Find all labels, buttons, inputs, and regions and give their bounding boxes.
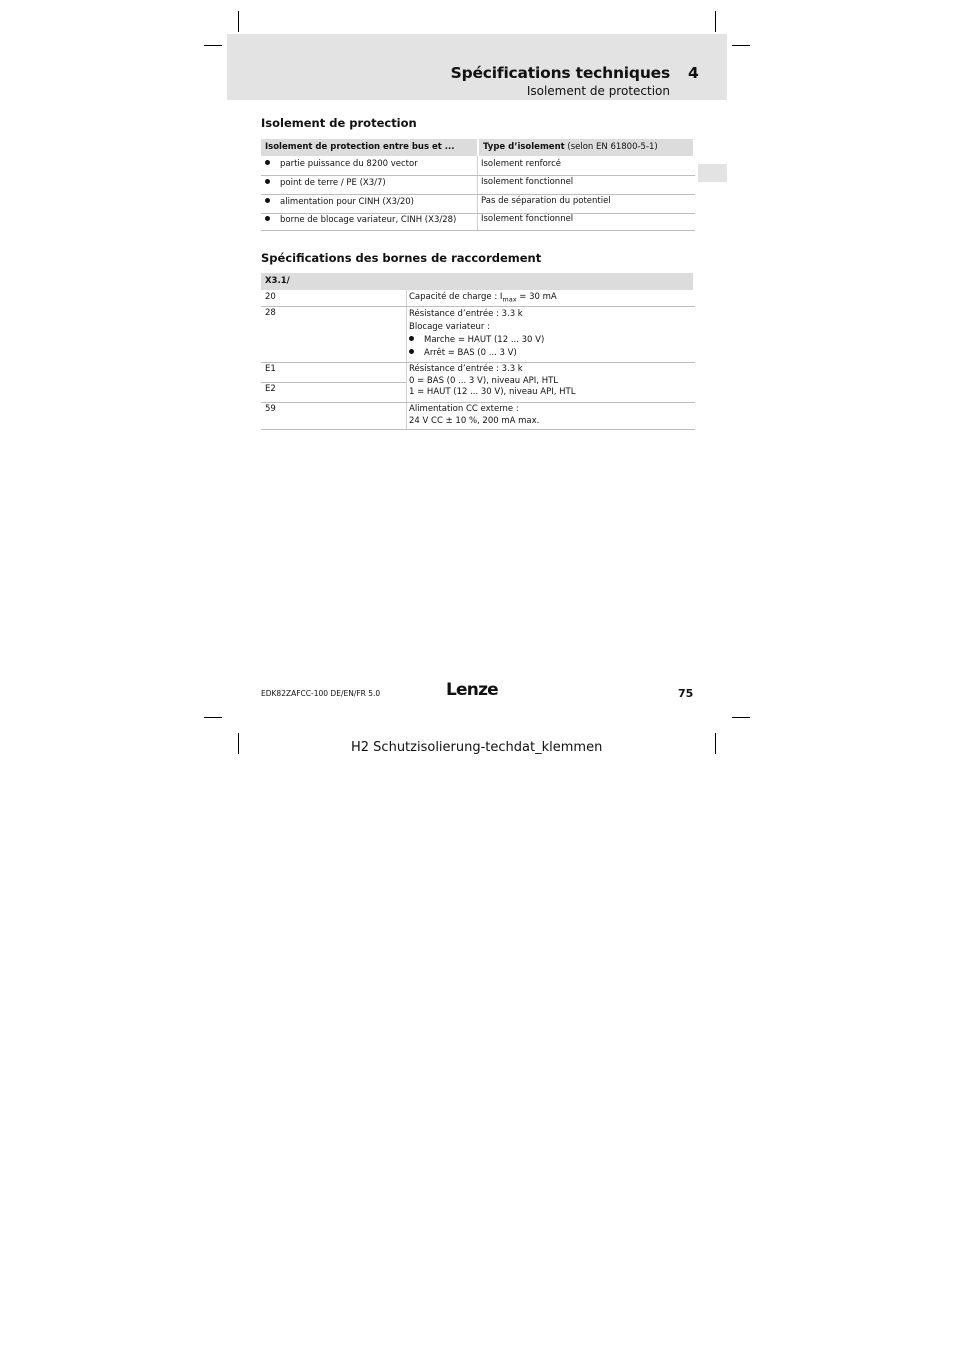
row-type: Isolement renforcé xyxy=(481,159,561,169)
terminal-label: 20 xyxy=(265,292,276,302)
crop-mark xyxy=(238,11,239,32)
crop-mark xyxy=(238,733,239,754)
desc-subscript: max xyxy=(502,295,517,304)
row-divider xyxy=(261,194,695,195)
bullet-icon xyxy=(409,336,414,341)
row-divider xyxy=(261,213,695,214)
page-caption: H2 Schutzisolierung-techdat_klemmen xyxy=(351,740,603,755)
terminal-description xyxy=(409,292,557,306)
table-row xyxy=(481,177,573,189)
crop-mark xyxy=(715,11,716,32)
desc-line: 24 V CC ± 10 %, 200 mA max. xyxy=(409,415,540,426)
crop-mark xyxy=(732,45,750,46)
table-row xyxy=(481,159,561,171)
terminal-table xyxy=(261,273,695,433)
desc-line: Blocage variateur : xyxy=(409,322,490,332)
table-header-cell xyxy=(479,139,693,156)
isolation-table xyxy=(261,139,695,233)
row-divider xyxy=(261,429,695,430)
column-divider xyxy=(406,290,407,430)
bullet-icon xyxy=(409,349,414,354)
desc-line: 0 = BAS (0 ... 3 V), niveau API, HTL xyxy=(409,375,559,386)
page-number: 75 xyxy=(678,687,694,700)
row-item: point de terre / PE (X3/7) xyxy=(280,178,386,188)
section-heading-isolement: Isolement de protection xyxy=(261,116,417,130)
row-divider xyxy=(261,362,695,363)
row-type: Isolement fonctionnel xyxy=(481,177,574,187)
terminal-number xyxy=(265,384,276,396)
desc-line: Arrêt = BAS (0 ... 3 V) xyxy=(424,348,517,358)
terminal-description xyxy=(409,364,575,399)
bullet-icon xyxy=(265,198,270,203)
section-heading-bornes: Spécifications des bornes de raccordement xyxy=(261,251,542,265)
terminal-label: E2 xyxy=(265,384,276,394)
table-row xyxy=(261,197,477,209)
page-subtitle: Isolement de protection xyxy=(526,84,670,98)
terminal-description xyxy=(409,308,544,360)
desc-line: Résistance d’entrée : 3.3 k xyxy=(409,364,523,374)
desc-text: Capacité de charge : I xyxy=(409,292,503,302)
table-header-cell xyxy=(261,273,693,290)
desc-line: Alimentation CC externe : xyxy=(409,404,519,414)
crop-mark xyxy=(732,717,750,718)
bullet-icon xyxy=(265,160,270,165)
terminal-number xyxy=(265,404,276,416)
col2-header-rest: (selon EN 61800-5-1) xyxy=(564,142,658,152)
desc-bullet-line xyxy=(409,347,544,360)
row-divider xyxy=(261,175,695,176)
page-title: Spécifications techniques xyxy=(450,64,670,82)
desc-line: Marche = HAUT (12 ... 30 V) xyxy=(424,335,545,345)
col1-header: Isolement de protection entre bus et ... xyxy=(265,142,455,152)
terminal-label: 59 xyxy=(265,404,276,414)
row-divider xyxy=(261,306,695,307)
lenze-logo: Lenze xyxy=(446,680,498,700)
table-row xyxy=(261,178,477,190)
row-item: alimentation pour CINH (X3/20) xyxy=(280,197,414,207)
desc-line: 1 = HAUT (12 ... 30 V), niveau API, HTL xyxy=(409,387,576,397)
row-type: Pas de séparation du potentiel xyxy=(481,196,611,206)
table-row xyxy=(481,214,573,226)
table-row xyxy=(481,196,611,208)
terminal-table-header: X3.1/ xyxy=(265,276,290,286)
row-item: borne de blocage variateur, CINH (X3/28) xyxy=(280,215,457,225)
document-code: EDK82ZAFCC-100 DE/EN/FR 5.0 xyxy=(261,689,381,698)
row-divider xyxy=(261,230,695,231)
desc-bullet-line xyxy=(409,334,544,347)
col2-header-bold: Type d’isolement xyxy=(483,142,565,152)
chapter-tab xyxy=(698,164,727,182)
crop-mark xyxy=(204,717,222,718)
terminal-label: E1 xyxy=(265,364,276,374)
terminal-description xyxy=(409,404,539,427)
row-divider xyxy=(261,382,406,383)
row-item: partie puissance du 8200 vector xyxy=(280,159,418,169)
crop-mark xyxy=(715,733,716,754)
crop-mark xyxy=(204,45,222,46)
desc-text: = 30 mA xyxy=(516,292,557,302)
table-row xyxy=(261,159,477,171)
bullet-icon xyxy=(265,179,270,184)
desc-line: Résistance d’entrée : 3.3 k xyxy=(409,309,523,319)
terminal-number xyxy=(265,364,276,376)
row-type: Isolement fonctionnel xyxy=(481,214,574,224)
terminal-number xyxy=(265,292,276,304)
bullet-icon xyxy=(265,216,270,221)
table-row xyxy=(261,215,477,227)
terminal-number xyxy=(265,308,276,320)
terminal-label: 28 xyxy=(265,308,276,318)
chapter-number: 4 xyxy=(688,64,699,82)
row-divider xyxy=(261,402,695,403)
table-header-cell xyxy=(261,139,477,156)
